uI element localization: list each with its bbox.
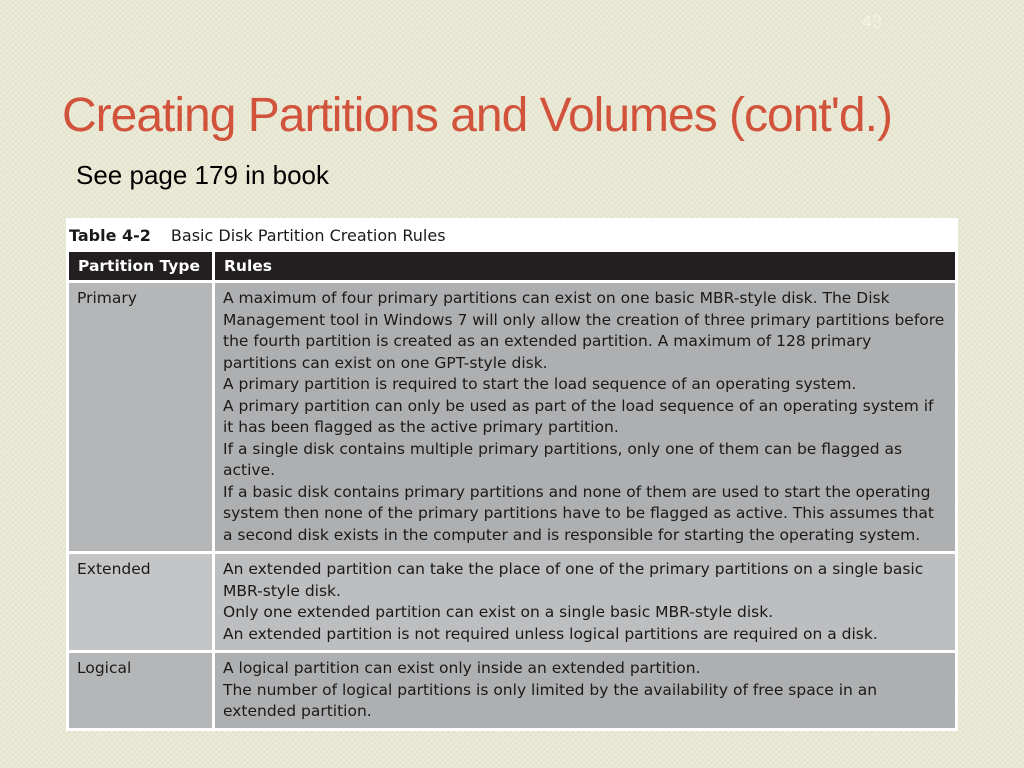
- header-partition-type: Partition Type: [69, 252, 212, 280]
- rule-text: A primary partition is required to start the load sequence of an operating system.: [223, 375, 857, 393]
- slide-title: Creating Partitions and Volumes (cont'd.): [62, 89, 892, 142]
- rule-text: If a basic disk contains primary partitions and none of them are used to start the operating system then none of the primary partitions have to be flagged as active. This assumes that a second disk exists in the computer and is responsible for starting the operating system.: [223, 482, 934, 544]
- table-header-row: [69, 252, 955, 280]
- rule-text: Only one extended partition can exist on a single basic MBR-style disk.: [223, 603, 774, 621]
- rule-text: A primary partition can only be used as part of the load sequence of an operating system if it has been flagged as the active primary partition.: [223, 396, 934, 436]
- rule-text: If a single disk contains multiple primary partitions, only one of them can be flagged as active.: [223, 439, 903, 479]
- row-type-extended: Extended: [69, 554, 212, 650]
- partition-rules-table-figure: [66, 218, 958, 731]
- table-caption: [66, 218, 958, 252]
- table-row-primary: [69, 283, 955, 551]
- table-caption-number: Table 4-2: [69, 225, 151, 245]
- table-row-extended: [69, 554, 955, 650]
- row-type-logical: Logical: [69, 653, 212, 728]
- slide-number: 43: [862, 12, 883, 32]
- row-rules-extended: [215, 554, 955, 650]
- rule-text: An extended partition can take the place of one of the primary partitions on a single basic MBR-style disk.: [223, 560, 924, 600]
- rule-text: An extended partition is not required unless logical partitions are required on a disk.: [223, 624, 878, 643]
- header-rules: Rules: [215, 252, 955, 280]
- row-rules-logical: [215, 653, 955, 728]
- row-rules-primary: [215, 283, 955, 551]
- rule-text: A maximum of four primary partitions can exist on one basic MBR-style disk. The Disk Management tool in Windows 7 will only allow the creation of three primary partitions before the fourth partition is created as an extended partition. A maximum of 128 primary partitions can exist on one GPT-style disk.: [223, 289, 945, 372]
- partition-rules-table: [66, 249, 958, 731]
- table-caption-title: Basic Disk Partition Creation Rules: [170, 225, 446, 245]
- slide-subtitle: See page 179 in book: [76, 160, 329, 190]
- row-type-primary: Primary: [69, 283, 212, 551]
- table-row-logical: [69, 653, 955, 728]
- rule-text: The number of logical partitions is only limited by the availability of free space in an extended partition.: [223, 680, 878, 720]
- rule-text: A logical partition can exist only inside an extended partition.: [223, 659, 701, 677]
